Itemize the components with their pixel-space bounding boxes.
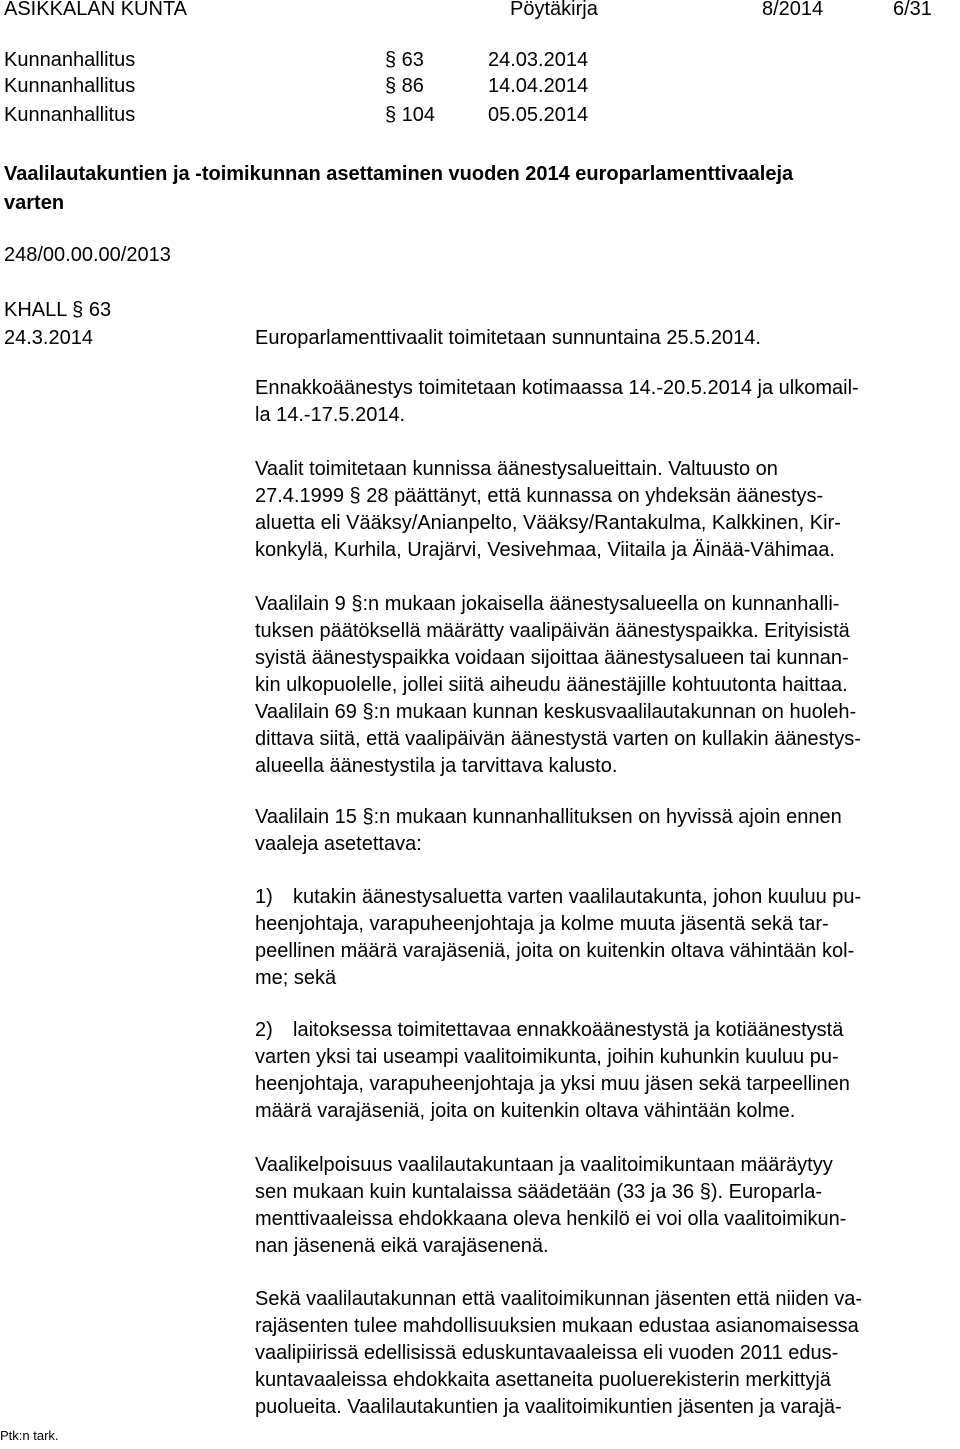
meeting-reference: Kunnanhallitus § 63 24.03.2014 [4,49,589,71]
meeting-reference: Kunnanhallitus § 86 14.04.2014 [4,75,589,97]
document-title: Vaalilautakuntien ja -toimikunnan asettaminen vuoden 2014 europarlamenttivaaleja varten [4,163,794,214]
appointment-paragraph: Vaalilain 15 §:n mukaan kunnanhallituksen on hyvissä ajoin ennen vaaleja asetettava: [255,806,842,855]
khall-date: 24.3.2014 [4,327,93,349]
organization-name: ASIKKALAN KUNTA [4,0,188,20]
polling-place-paragraph: Vaalilain 9 §:n mukaan jokaisella äänestysalueella on kunnanhalli- tuksen päätöksellä määrätty vaalipäivän äänestyspaikka. Erityisistä syistä äänestyspaikka voidaan sijoittaa äänestysalueen tai kunnan- kin ulkopuolelle, jollei siitä aiheudu äänestäjille kohtuutonta haittaa. Vaalilain 69 §:n mukaan kunnan keskusvaalilautakunnan on huoleh- dittava siitä, että vaalipäivän äänestystä varten on kullakin äänestys- alueella äänestystila ja tarvittava kalusto. [255,593,861,777]
footer-label: Ptk:n tark. [0,1428,59,1443]
election-date-text: Europarlamenttivaalit toimitetaan sunnuntaina 25.5.2014. [255,327,761,349]
page-number: 6/31 [893,0,932,20]
meeting-reference: Kunnanhallitus § 104 05.05.2014 [4,104,589,126]
document-number: 8/2014 [762,0,824,20]
voting-districts-paragraph: Vaalit toimitetaan kunnissa äänestysalueittain. Valtuusto on 27.4.1999 § 28 päättänyt, että kunnassa on yhdeksän äänestys- aluetta eli Vääksy/Anianpelto, Vääksy/Rantakulma, Kalkkinen, Kir- konkylä, Kurhila, Urajärvi, Vesivehmaa, Viitaila ja Äinää-Vähimaa. [255,458,841,561]
list-item-number: 1) [255,886,273,908]
record-id: 248/00.00.00/2013 [4,244,171,266]
eligibility-paragraph: Vaalikelpoisuus vaalilautakuntaan ja vaalitoimikuntaan määräytyy sen mukaan kuin kuntalaissa säädetään (33 ja 36 §). Europarla- menttivaaleissa ehdokkaana oleva henkilö ei voi olla vaalitoimikun- nan jäsenenä eikä varajäsenenä. [255,1154,847,1257]
list-item: 2) laitoksessa toimitettavaa ennakkoäänestystä ja kotiäänestystä varten yksi tai useampi vaalitoimikunta, joihin kuhunkin kuuluu pu- heenjohtaja, varapuheenjohtaja ja yksi muu jäsen sekä tarpeellinen määrä varajäseniä, joita on kuitenkin oltava vähintään kolme. [255,1019,850,1122]
document-type: Pöytäkirja [510,0,598,20]
list-item: 1) kutakin äänestysaluetta varten vaalilautakunta, johon kuuluu pu- heenjohtaja, varapuheenjohtaja ja kolme muuta jäsentä sekä tar- peellinen määrä varajäseniä, joita on kuitenkin oltava vähintään kol- me; sekä [255,886,862,989]
representation-paragraph: Sekä vaalilautakunnan että vaalitoimikunnan jäsenten että niiden va- rajäsenten tulee mahdollisuuksien mukaan edustaa asianomaisessa vaalipiirissä edellisissä eduskuntavaaleissa eli vuoden 2011 edus- kuntavaaleissa ehdokkaita asettaneita puoluerekisterin merkittyjä puolueita. Vaalilautakuntien ja vaalitoimikuntien jäsenten ja varajä- [255,1288,863,1418]
khall-reference: KHALL § 63 [4,299,112,321]
list-item-number: 2) [255,1019,273,1041]
advance-voting-paragraph: Ennakkoäänestys toimitetaan kotimaassa 14.-20.5.2014 ja ulkomail- la 14.-17.5.2014. [255,377,859,426]
page-header [0,0,960,24]
